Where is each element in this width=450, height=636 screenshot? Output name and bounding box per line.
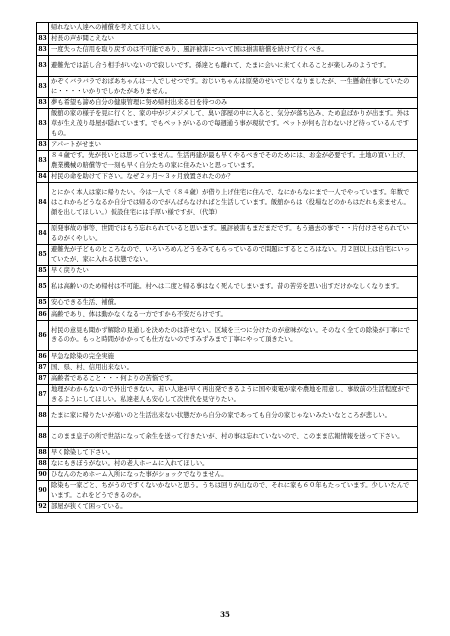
response-text-cell: 避難先が子どものところなので、いろいろめんどうをみてもらっているので問題にするところはない。月２回以上は自宅にいっていたが、家に入れる状態でない。	[49, 245, 418, 266]
table-row	[37, 266, 418, 277]
respondent-age-cell: 87	[37, 384, 49, 405]
respondent-age-cell: 87	[37, 373, 49, 384]
response-text-cell: このまま息子の所で世話になって余生を送って行きたいが、村の事は忘れていないので、このまま広報情報を送って下さい。	[49, 426, 418, 447]
response-text-cell: 村長の声が聞こえない	[49, 34, 418, 45]
response-text-cell: 飯舘の家の様子を見に行くと、家の中がジメジメして、臭い部屋の中に入ると、気分が落ち込み、ため息ばかりが出ます。外は草が生え茂り母屋が隠れています。でもペットがいるので毎週通う事が現状です。ペットが何も言わないけど待っているんですもの。	[49, 109, 418, 140]
respondent-age-cell	[37, 23, 49, 34]
survey-response-table	[36, 22, 418, 513]
respondent-age-cell: 88	[37, 458, 49, 469]
table-row	[37, 277, 418, 298]
respondent-age-cell: 90	[37, 480, 49, 501]
table-row	[37, 23, 418, 34]
respondent-age-cell: 83	[37, 56, 49, 77]
response-text-cell: 避難先では話し合う相手がいないので寂しいです。孫達とも離れて、たまに会いに来てくれることが楽しみのようです。	[49, 56, 418, 77]
respondent-age-cell: 90	[37, 469, 49, 480]
response-text-cell: 早く除染して下さい。	[49, 447, 418, 458]
table-row	[37, 309, 418, 320]
response-text-cell: 国、県、村、信用出来ない。	[49, 362, 418, 373]
respondent-age-cell: 88	[37, 405, 49, 426]
table-row	[37, 151, 418, 172]
response-text-cell: 高齢者であること・・・何よりの苦悩です。	[49, 373, 418, 384]
respondent-age-cell: 87	[37, 362, 49, 373]
table-row	[37, 458, 418, 469]
table-row	[37, 384, 418, 405]
table-row	[37, 245, 418, 266]
response-text-cell: ひなんのためホーム入所になった事がショックでなりません。	[49, 469, 418, 480]
respondent-age-cell: 85	[37, 298, 49, 309]
table-row	[37, 320, 418, 351]
table-row	[37, 480, 418, 501]
response-text-cell: たまに家に帰りたいが遠いのと生活出来ない状態だから自分の家であっても自分の家じゃないみたいなところが悲しい。	[49, 405, 418, 426]
respondent-age-cell: 86	[37, 351, 49, 362]
response-text-cell: とにかく本人は家に帰りたい。今は一人で（８４歳）が借り上げ住宅に住んで、なにからなにまで一人でやっています。年数ではこれからどうなるか自分では帰るのでがんばらなければと生活しています。飯舘からは（役場などのからはだれも来ません。顔を出してほしい。）仮設住宅には手厚い様ですが、（代筆）	[49, 183, 418, 224]
page-number: 35	[220, 610, 230, 619]
table-row	[37, 224, 418, 245]
table-row	[37, 501, 418, 512]
table-row	[37, 109, 418, 140]
table-row	[37, 183, 418, 224]
response-text-cell: 村民の命を助けて下さい。なぜ２ヶ月～３ヶ月放置されたのか？	[49, 172, 418, 183]
response-text-cell: 原発事故の事等、世間ではもう忘れられていると思います。風評被害もまだまだです。もう過去の事で・・片付けさせられているのがくやしい。	[49, 224, 418, 245]
respondent-age-cell: 84	[37, 172, 49, 183]
respondent-age-cell: 92	[37, 501, 49, 512]
response-text-cell: ８４歳です。先が長いとは思っていません。生活再建が最も早くやるべきでそのためには、お金が必要です。土地の買い上げ、農業機械の賠償等で一刻も早く自分たちの家に住みたいと思っています。	[49, 151, 418, 172]
respondent-age-cell: 83	[37, 45, 49, 56]
response-text-cell: かぞくバラバラでおばあちゃんは一人でしせつです。おじいちゃんは原発のせいでじくなりましたが、一生懸命仕事していたのに・・・・いかりでしかたがありません。	[49, 77, 418, 98]
respondent-age-cell: 83	[37, 140, 49, 151]
respondent-age-cell: 84	[37, 183, 49, 224]
response-text-cell: なにもきぼうがない。村の老人ホームに入れてほしい。	[49, 458, 418, 469]
respondent-age-cell: 85	[37, 266, 49, 277]
respondent-age-cell: 86	[37, 309, 49, 320]
respondent-age-cell: 83	[37, 151, 49, 172]
table-row	[37, 77, 418, 98]
respondent-age-cell: 86	[37, 320, 49, 351]
table-row	[37, 447, 418, 458]
table-body	[37, 23, 418, 513]
response-text-cell: 一度失った信用を取り戻すのは不可能であり、風評被害について国は損害賠償を続けて行くべき。	[49, 45, 418, 56]
response-text-cell: 早く戻りたい	[49, 266, 418, 277]
table-row	[37, 98, 418, 109]
respondent-age-cell: 85	[37, 245, 49, 266]
table-row	[37, 373, 418, 384]
respondent-age-cell: 88	[37, 426, 49, 447]
table-row	[37, 140, 418, 151]
response-text-cell: 夢も希望も諦め自分の健康管理に努め帰村出来る日を待つのみ	[49, 98, 418, 109]
response-text-cell: 地理がわからないので外出できない。若い人達が早く再出発できるように国や東電が家や農地を用意し、事故前の生活程度ができるようにしてほしい。私達老人も安心して次世代を見守りたい。	[49, 384, 418, 405]
response-text-cell: 除染も一家ごと、ちがうのですくないかないと思う。うちは回りが山なので、それに家も６０年もたっています。少しいたんでいます。これをどうできるのか。	[49, 480, 418, 501]
respondent-age-cell: 84	[37, 224, 49, 245]
table-row	[37, 426, 418, 447]
table-row	[37, 45, 418, 56]
response-text-cell: 早急な除染の完全実施	[49, 351, 418, 362]
response-text-cell: 安心できる生活、補償。	[49, 298, 418, 309]
table-row	[37, 34, 418, 45]
response-text-cell: アパートがせまい	[49, 140, 418, 151]
table-row	[37, 298, 418, 309]
respondent-age-cell: 83	[37, 109, 49, 140]
respondent-age-cell: 83	[37, 34, 49, 45]
respondent-age-cell: 83	[37, 77, 49, 98]
response-text-cell: 私は高齢いのため帰村は不可能。村へは二度と帰る事はなく死んでしまいます。昔の苦労を思い出すだけかなしくなります。	[49, 277, 418, 298]
table-row	[37, 469, 418, 480]
response-text-cell: 部屋が狭くて困っている。	[49, 501, 418, 512]
table-row	[37, 405, 418, 426]
table-row	[37, 56, 418, 77]
response-text-cell: 帰れない人達への補償を考えてほしい。	[49, 23, 418, 34]
response-text-cell: 高齢であり、体は動かなくなる一方ですから不安だらけです。	[49, 309, 418, 320]
table-row	[37, 351, 418, 362]
table-row	[37, 362, 418, 373]
respondent-age-cell: 85	[37, 277, 49, 298]
response-text-cell: 村民の意見も聞かず解除の見通しを決めたのは許せない。区域を三つに分けたのが意味がない。そのなく全ての除染が丁寧にできるのか。もっと時間がかかっても仕方ないのですみずみまで丁寧にやって頂きたい。	[49, 320, 418, 351]
table-row	[37, 172, 418, 183]
respondent-age-cell: 88	[37, 447, 49, 458]
respondent-age-cell: 83	[37, 98, 49, 109]
